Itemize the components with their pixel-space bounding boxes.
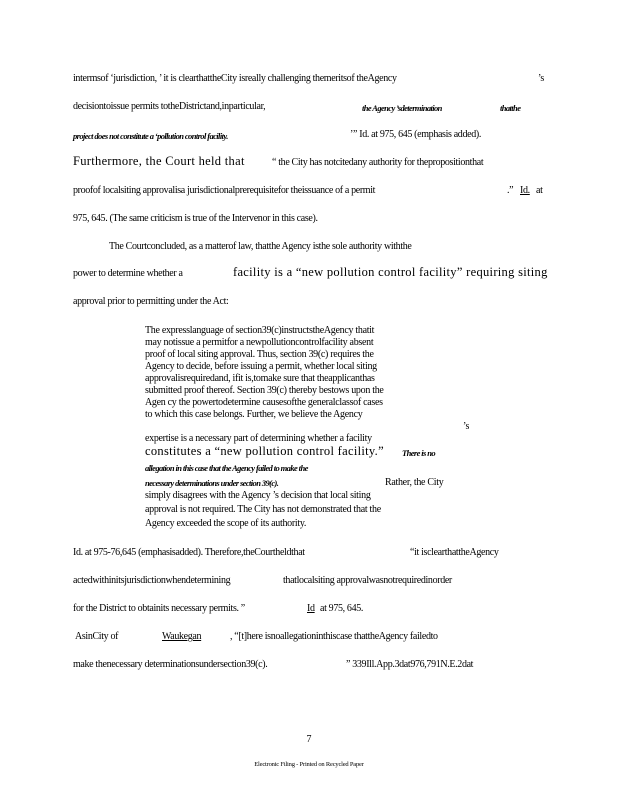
- quote-mark: .”: [507, 185, 514, 196]
- italic-text: the Agency ’sdetermination: [362, 103, 442, 113]
- quote-line: Rather, the City: [385, 477, 444, 488]
- text-line: thatlocalsiting approvalwasnotrequiredinorder: [283, 575, 452, 586]
- italic-text: thatthe: [500, 103, 521, 113]
- citation-id: Id: [307, 603, 315, 614]
- text-line: ” 339Ill.App.3dat976,791N.E.2dat: [346, 659, 474, 670]
- quote-line: Agency to decide, before issuing a permit, whether local siting: [145, 361, 377, 372]
- text-line: decisiontoissue permits totheDistrictand,inparticular,: [73, 101, 266, 112]
- quote-line: expertise is a necessary part of determining whether a facility: [145, 433, 372, 444]
- quote-line: simply disagrees with the Agency ’s decision that local siting: [145, 490, 371, 501]
- italic-text: project does not constitute a ‘pollution control facility.: [73, 131, 228, 141]
- text-line: ’” Id. at 975, 645 (emphasis added).: [350, 129, 481, 140]
- emphasized-text: facility is a “new pollution control facility” requiring siting: [233, 265, 548, 279]
- quote-line: approval is not required. The City has not demonstrated that the: [145, 504, 381, 515]
- italic-text: There is no: [402, 448, 436, 458]
- text-line: “it isclearthattheAgency: [410, 547, 499, 558]
- text-line: AsinCity of: [75, 631, 119, 642]
- footer: Electronic Filing - Printed on Recycled Paper: [254, 761, 364, 768]
- citation-id: Id.: [520, 185, 530, 196]
- case-name: Waukegan: [162, 631, 202, 642]
- text-line: The Courtconcluded, as a matterof law, thatthe Agency isthe sole authority withthe: [109, 241, 412, 252]
- emphasized-text: Furthermore, the Court held that: [73, 154, 245, 168]
- text-line: approval prior to permitting under the Act:: [73, 296, 229, 307]
- text-line: at: [536, 185, 543, 196]
- quote-line: may notissue a permitfor a newpollutioncontrolfacility absent: [145, 337, 374, 348]
- quote-line: proof of local siting approval. Thus, section 39(c) requires the: [145, 349, 374, 360]
- quote-line: to which this case belongs. Further, we believe the Agency: [145, 409, 363, 420]
- quote-line: Agen cy the powertodetermine causesofthe generalclassof cases: [145, 397, 383, 408]
- quote-line: approvalisrequiredand, ifit is,tomake sure that theapplicanthas: [145, 373, 375, 384]
- text-line: Id. at 975-76,645 (emphasisadded). Therefore,theCourtheldthat: [73, 547, 305, 558]
- text-line: power to determine whether a: [73, 268, 183, 279]
- text-line: intermsof ‘jurisdiction, ’ it is clearthattheCity isreally challenging themeritsof theAgency: [73, 73, 397, 84]
- text-line: , “[t]here isnoallegationinthiscase thattheAgency failedto: [230, 631, 438, 642]
- text-line: make thenecessary determinationsundersection39(c).: [73, 659, 268, 670]
- text-line: 975, 645. (The same criticism is true of the Intervenor in this case).: [73, 213, 318, 224]
- quote-line: The expresslanguage of section39(c)instructstheAgency thatit: [145, 325, 375, 336]
- quote-line-end: ’s: [463, 421, 470, 432]
- page-number: 7: [306, 734, 312, 745]
- italic-text: allegation in this case that the Agency failed to make the: [145, 463, 308, 473]
- emphasized-text: constitutes a “new pollution control facility.”: [145, 444, 384, 458]
- text-line: “ the City has notcitedany authority for thepropositionthat: [272, 157, 484, 168]
- quote-line: submitted proof thereof. Section 39(c) thereby bestows upon the: [145, 385, 384, 396]
- text-line-end: ’s: [538, 73, 544, 84]
- italic-text: necessary determinations under section 39(c).: [145, 478, 279, 488]
- quote-line: Agency exceeded the scope of its authority.: [145, 518, 307, 529]
- text-line: for the District to obtainits necessary permits. ”: [73, 603, 245, 614]
- text-line: at 975, 645.: [320, 603, 364, 614]
- text-line: proofof localsiting approvalisa jurisdictionalprerequisitefor theissuance of a permit: [73, 185, 376, 196]
- text-line: actedwithinitsjurisdictionwhendetermining: [73, 575, 231, 586]
